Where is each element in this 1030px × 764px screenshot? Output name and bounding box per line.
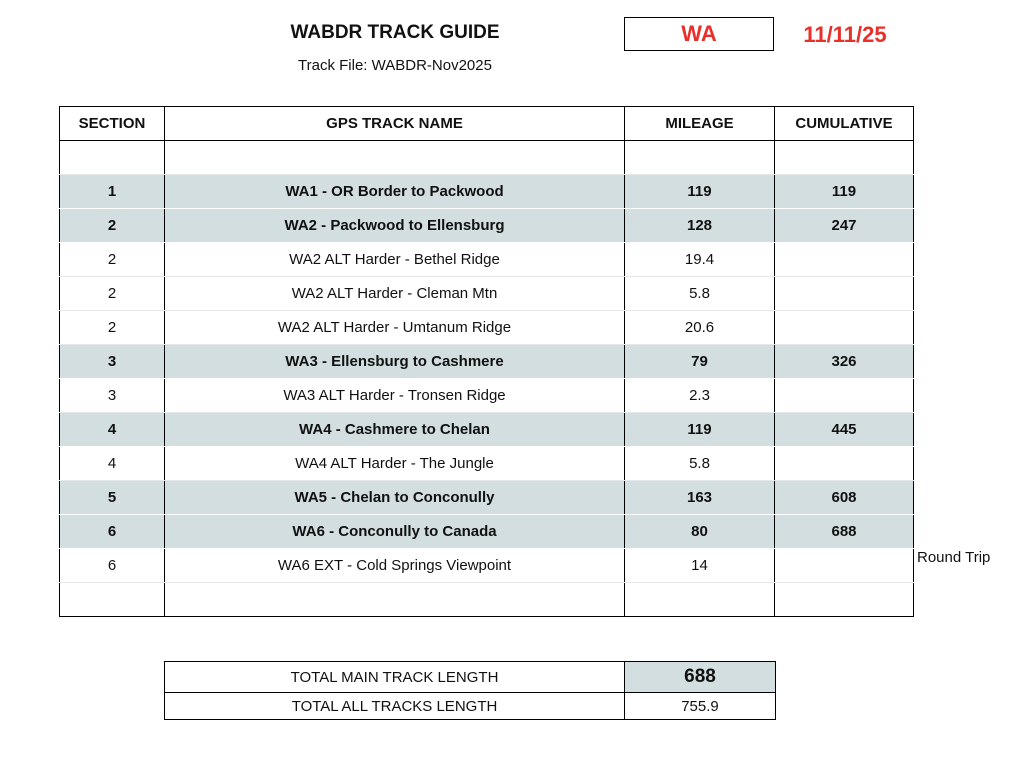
cell-track-name (165, 141, 625, 175)
cell-mileage: 163 (625, 481, 775, 515)
column-header-mileage: MILEAGE (625, 107, 775, 141)
cell-mileage: 20.6 (625, 311, 775, 345)
cell-track-name: WA2 - Packwood to Ellensburg (165, 209, 625, 243)
table-row (60, 175, 914, 209)
page-title: WABDR TRACK GUIDE (290, 22, 500, 43)
cell-mileage: 5.8 (625, 277, 775, 311)
cell-mileage: 19.4 (625, 243, 775, 277)
cell-mileage: 79 (625, 345, 775, 379)
cell-section: 3 (60, 345, 165, 379)
column-header-section: SECTION (60, 107, 165, 141)
cell-cumulative: 608 (775, 481, 914, 515)
cell-section: 4 (60, 413, 165, 447)
cell-section: 6 (60, 515, 165, 549)
cell-track-name: WA4 - Cashmere to Chelan (165, 413, 625, 447)
table-row (60, 311, 914, 345)
cell-section: 2 (60, 311, 165, 345)
cell-mileage (625, 141, 775, 175)
cell-cumulative (775, 447, 914, 481)
cell-mileage: 119 (625, 413, 775, 447)
cell-cumulative: 247 (775, 209, 914, 243)
total-main-value: 688 (625, 662, 776, 693)
cell-track-name: WA3 ALT Harder - Tronsen Ridge (165, 379, 625, 413)
cell-cumulative: 119 (775, 175, 914, 209)
column-header-cumulative: CUMULATIVE (775, 107, 914, 141)
cell-cumulative: 445 (775, 413, 914, 447)
total-main-label: TOTAL MAIN TRACK LENGTH (165, 662, 625, 693)
cell-track-name: WA6 - Conconully to Canada (165, 515, 625, 549)
table-row (60, 481, 914, 515)
table-row (60, 141, 914, 175)
cell-track-name: WA6 EXT - Cold Springs Viewpoint (165, 549, 625, 583)
cell-track-name (165, 583, 625, 617)
cell-mileage: 128 (625, 209, 775, 243)
table-row (60, 209, 914, 243)
cell-track-name: WA2 ALT Harder - Umtanum Ridge (165, 311, 625, 345)
cell-track-name: WA4 ALT Harder - The Jungle (165, 447, 625, 481)
cell-section (60, 583, 165, 617)
cell-section: 2 (60, 277, 165, 311)
cell-section: 3 (60, 379, 165, 413)
table-row (60, 583, 914, 617)
total-main-row (165, 662, 776, 693)
cell-section: 4 (60, 447, 165, 481)
cell-cumulative: 688 (775, 515, 914, 549)
cell-section: 6 (60, 549, 165, 583)
cell-cumulative (775, 141, 914, 175)
cell-section: 2 (60, 209, 165, 243)
cell-track-name: WA5 - Chelan to Conconully (165, 481, 625, 515)
table-row (60, 549, 914, 583)
total-all-label: TOTAL ALL TRACKS LENGTH (165, 693, 625, 720)
table-row (60, 447, 914, 481)
cell-track-name: WA3 - Ellensburg to Cashmere (165, 345, 625, 379)
round-trip-note: Round Trip (917, 549, 991, 566)
cell-section: 1 (60, 175, 165, 209)
cell-mileage (625, 583, 775, 617)
table-row (60, 515, 914, 549)
cell-mileage: 80 (625, 515, 775, 549)
table-row (60, 345, 914, 379)
cell-cumulative (775, 583, 914, 617)
cell-section (60, 141, 165, 175)
cell-mileage: 2.3 (625, 379, 775, 413)
total-all-value: 755.9 (625, 693, 776, 720)
cell-track-name: WA2 ALT Harder - Bethel Ridge (165, 243, 625, 277)
track-table-body (60, 141, 914, 617)
cell-track-name: WA2 ALT Harder - Cleman Mtn (165, 277, 625, 311)
cell-mileage: 5.8 (625, 447, 775, 481)
total-all-row (165, 693, 776, 720)
cell-mileage: 119 (625, 175, 775, 209)
table-row (60, 413, 914, 447)
table-row (60, 243, 914, 277)
state-code-box: WA (624, 17, 774, 51)
cell-cumulative (775, 277, 914, 311)
cell-cumulative (775, 379, 914, 413)
table-row (60, 277, 914, 311)
cell-track-name: WA1 - OR Border to Packwood (165, 175, 625, 209)
totals-table (164, 661, 776, 720)
column-header-track-name: GPS TRACK NAME (165, 107, 625, 141)
cell-section: 2 (60, 243, 165, 277)
track-table (59, 106, 914, 617)
cell-cumulative (775, 311, 914, 345)
cell-cumulative (775, 549, 914, 583)
table-header-row (60, 107, 914, 141)
table-row (60, 379, 914, 413)
cell-mileage: 14 (625, 549, 775, 583)
track-file-label: Track File: WABDR-Nov2025 (298, 57, 492, 74)
cell-section: 5 (60, 481, 165, 515)
cell-cumulative (775, 243, 914, 277)
date-label: 11/11/25 (803, 22, 887, 47)
cell-cumulative: 326 (775, 345, 914, 379)
